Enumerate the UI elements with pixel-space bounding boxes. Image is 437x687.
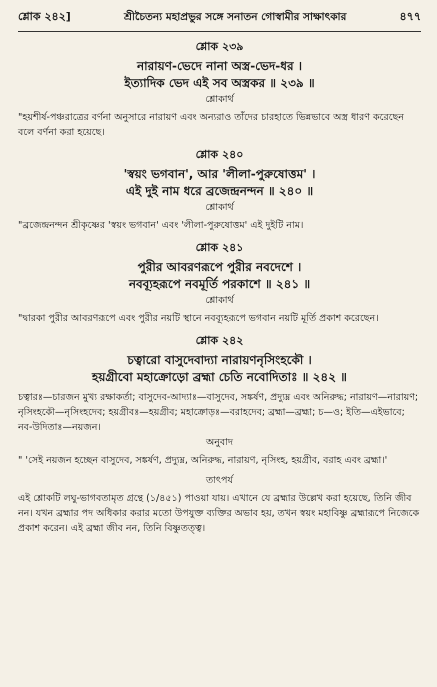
verse-number: শ্লোক ২৪১ — [195, 241, 244, 254]
section-label: শ্লোকার্থ — [205, 94, 234, 105]
verse-line: চত্বারো বাসুদেবাদ্যা নারায়ণনৃসিংহকৌ । — [127, 353, 312, 367]
verse-240 — [18, 146, 421, 233]
page-number: ৪৭৭ — [399, 10, 421, 23]
section-label: শ্লোকার্থ — [205, 295, 234, 306]
translation-text: "ব্রজেন্দ্রনন্দন শ্রীকৃষ্ণের 'স্বয়ং ভগবান' এবং 'লীলা-পুরুষোত্তম' এই দুইটি নাম। — [18, 220, 304, 231]
verse-line: 'স্বয়ং ভগবান', আর 'লীলা-পুরুষোত্তম' । — [123, 167, 316, 181]
section-label: অনুবাদ — [206, 437, 233, 448]
verse-line: নারায়ণ-ভেদে নানা অস্ত্র-ভেদ-ধর । — [136, 59, 303, 73]
verse-241 — [18, 239, 421, 326]
section-label: তাৎপর্য — [206, 475, 233, 486]
verse-line: এই দুই নাম ধরে ব্রজেন্দ্রনন্দন ॥ ২৪০ ॥ — [125, 184, 314, 198]
word-meanings: চত্বারঃ—চারজন মুখ্য রক্ষাকর্তা; বাসুদেব-আদ্যাঃ—বাসুদেব, সঙ্কর্ষণ, প্রদ্যুম্ন এবং অনিরুদ্ধ; নারায়ণ—নারায়ণ; নৃসিংহকৌ—নৃসিংহদেব; হয়গ্রীবঃ—হয়গ্রীব; মহাক্রোড়ঃ—বরাহদেব; ব্রহ্মা—ব্রহ্মা; চ—ও; ইতি—এইভাবে; নব-উদিতাঃ—নয়জন। — [18, 392, 419, 433]
purport-section — [18, 474, 421, 536]
verse-line: হয়গ্রীবো মহাক্রোড়ো ব্রহ্মা চেতি নবোদিতাঃ ॥ ২৪২ ॥ — [92, 370, 347, 384]
running-header — [18, 8, 421, 32]
verse-line: পুরীর আবরণরূপে পুরীর নবদেশে । — [137, 260, 302, 274]
verse-number: শ্লোক ২৪০ — [195, 148, 244, 161]
header-verse-ref: শ্লোক ২৪২] — [18, 10, 71, 23]
purport-text: এই শ্লোকটি লঘু-ভাগবতামৃত গ্রন্থে (১/৪৫১) পাওয়া যায়। এখানে যে ব্রহ্মার উল্লেখ করা হয়েছে, তিনি জীব নন। যখন ব্রহ্মার পদ অধিকার করার মতো উপযুক্ত ব্যক্তির অভাব হয়, তখন স্বয়ং মহাবিষ্ণু ব্রহ্মারূপে নিজেকে প্রকাশ করেন। এই ব্রহ্মা জীব নন, তিনি বিষ্ণুতত্ত্ব। — [18, 493, 420, 534]
header-chapter-title: শ্রীচৈতন্য মহাপ্রভুর সঙ্গে সনাতন গোস্বামীর সাক্ষাৎকার — [124, 11, 347, 23]
verse-line: নবব্যূহরূপে নবমূর্তি পরকাশে ॥ ২৪১ ॥ — [128, 277, 311, 291]
translation-text: " 'সেই নয়জন হচ্ছেন বাসুদেব, সঙ্কর্ষণ, প্রদ্যুম্ন, অনিরুদ্ধ, নারায়ণ, নৃসিংহ, হয়গ্রীব, বরাহ এবং ব্রহ্মা।' — [18, 455, 388, 466]
verse-242 — [18, 332, 421, 468]
verse-number: শ্লোক ২৪২ — [195, 334, 244, 347]
section-label: শ্লোকার্থ — [205, 202, 234, 213]
verse-number: শ্লোক ২৩৯ — [195, 40, 244, 53]
translation-text: "দ্বারকা পুরীর আবরণরূপে এবং পুরীর নয়টি স্থানে নবব্যূহরূপে ভগবান নয়টি মূর্তি প্রকাশ করেছেন। — [18, 313, 379, 324]
verse-line: ইত্যাদিক ভেদ এই সব অস্ত্রকর ॥ ২৩৯ ॥ — [124, 76, 315, 90]
translation-text: "হয়শীর্ষ-পঞ্চরাত্রের বর্ণনা অনুসারে নারায়ণ এবং অন্যরাও তাঁদের চারহাতে ভিন্নভাবে অস্ত্র ধারণ করেছেন বলে বর্ণনা করা হয়েছে। — [18, 112, 404, 138]
verse-239 — [18, 38, 421, 140]
